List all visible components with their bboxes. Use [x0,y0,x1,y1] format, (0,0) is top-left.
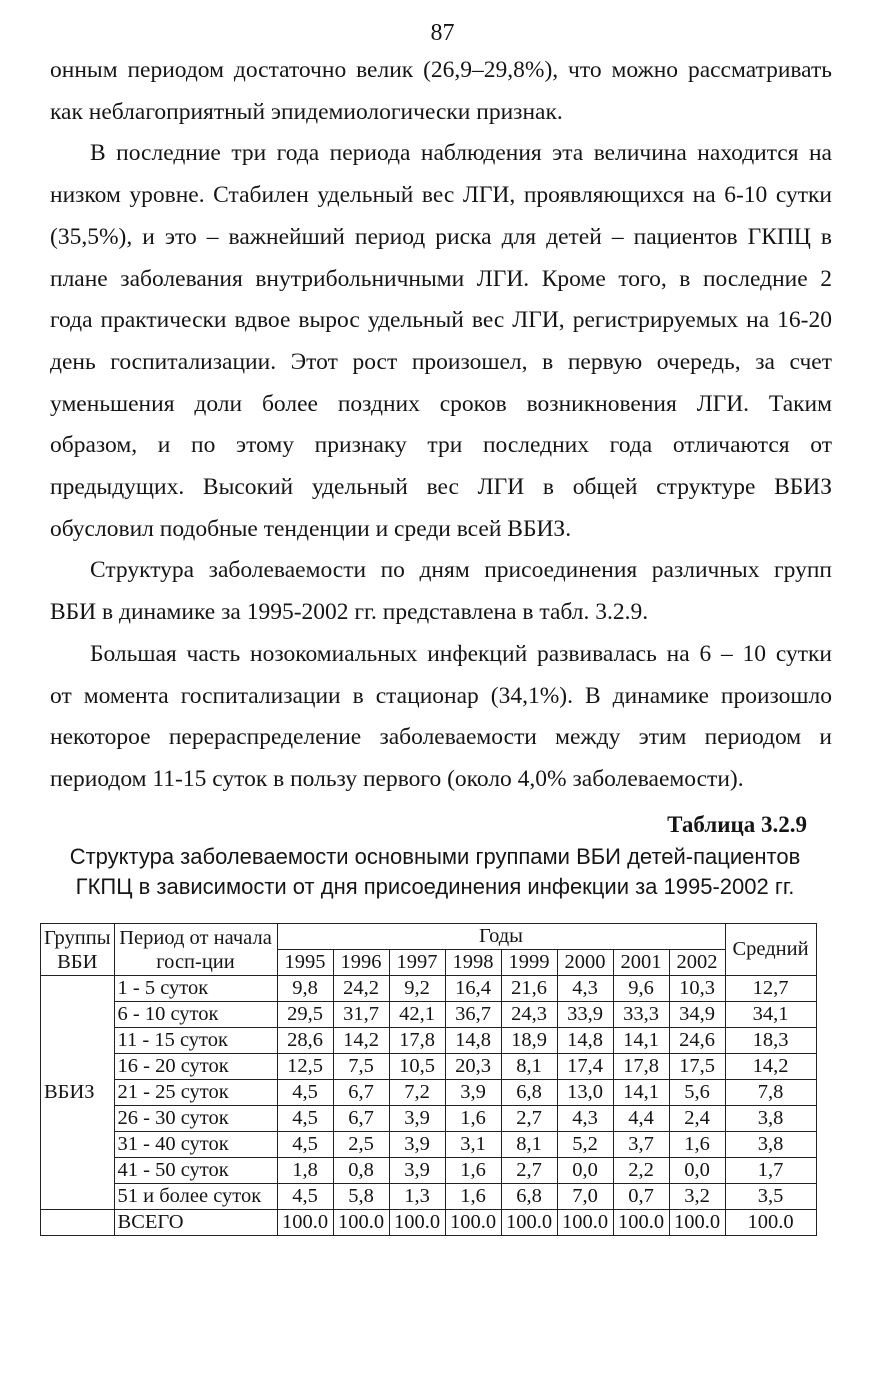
text-line: периодом 11-15 суток в пользу первого (около 4,0% заболеваемости). [50,765,744,792]
value-cell: 24,2 [333,976,389,1002]
value-cell: 7,2 [389,1080,445,1106]
period-cell: ВСЕГО [114,1210,277,1236]
text-line: плане заболевания внутрибольничными ЛГИ. Кроме того, в последние 2 [50,265,832,292]
value-cell: 100.0 [445,1210,501,1236]
table-caption [40,842,830,902]
value-cell: 42,1 [389,1002,445,1028]
value-cell: 24,6 [669,1028,725,1054]
value-cell: 17,4 [557,1054,613,1080]
value-cell: 0,0 [669,1158,725,1184]
table-row [41,1002,817,1028]
table-row [41,1028,817,1054]
value-cell: 10,3 [669,976,725,1002]
value-cell: 14,1 [613,1080,669,1106]
group-column-header: Группы ВБИ [41,924,115,976]
group-cell-empty [41,1210,115,1236]
value-cell: 6,7 [333,1106,389,1132]
year-header: 2002 [669,950,725,976]
value-cell: 1,6 [445,1158,501,1184]
text-line: обусловил подобные тенденции и среди всей ВБИЗ. [50,515,572,542]
period-column-header: Период от начала госп-ции [114,924,277,976]
value-cell: 3,9 [389,1132,445,1158]
table-row [41,1132,817,1158]
value-cell: 0,8 [333,1158,389,1184]
value-cell: 0,7 [613,1184,669,1210]
average-cell: 100.0 [725,1210,816,1236]
value-cell: 100.0 [557,1210,613,1236]
table-row [41,1054,817,1080]
data-table [40,923,817,1236]
value-cell: 14,1 [613,1028,669,1054]
value-cell: 5,6 [669,1080,725,1106]
value-cell: 9,2 [389,976,445,1002]
text-line: день госпитализации. Этот рост произошел, в первую очередь, за счет [50,348,832,375]
value-cell: 100.0 [501,1210,557,1236]
text-line: уменьшения доли более поздних сроков возникновения ЛГИ. Таким [50,390,832,417]
value-cell: 29,5 [277,1002,333,1028]
value-cell: 36,7 [445,1002,501,1028]
table-row [41,1080,817,1106]
text-line: (35,5%), и это – важнейший период риска для детей – пациентов ГКПЦ в [50,223,832,250]
value-cell: 20,3 [445,1054,501,1080]
value-cell: 3,9 [389,1106,445,1132]
average-cell: 3,8 [725,1132,816,1158]
year-header: 1998 [445,950,501,976]
table-row [41,1106,817,1132]
value-cell: 34,9 [669,1002,725,1028]
value-cell: 28,6 [277,1028,333,1054]
year-header: 2000 [557,950,613,976]
text-line: Большая часть нозокомиальных инфекций развивалась на 6 – 10 сутки [90,640,832,667]
average-cell: 1,7 [725,1158,816,1184]
value-cell: 7,0 [557,1184,613,1210]
value-cell: 24,3 [501,1002,557,1028]
average-cell: 18,3 [725,1028,816,1054]
table-row [41,1158,817,1184]
value-cell: 2,5 [333,1132,389,1158]
year-header: 2001 [613,950,669,976]
value-cell: 17,5 [669,1054,725,1080]
value-cell: 1,6 [445,1184,501,1210]
value-cell: 3,9 [445,1080,501,1106]
value-cell: 2,2 [613,1158,669,1184]
period-cell: 11 - 15 суток [114,1028,277,1054]
year-header: 1999 [501,950,557,976]
value-cell: 33,9 [557,1002,613,1028]
period-cell: 21 - 25 суток [114,1080,277,1106]
year-header: 1997 [389,950,445,976]
value-cell: 3,2 [669,1184,725,1210]
text-line: В последние три года периода наблюдения эта величина находится на [90,140,832,167]
text-line: года практически вдвое вырос удельный вес ЛГИ, регистрируемых на 16-20 [50,307,832,334]
average-cell: 7,8 [725,1080,816,1106]
value-cell: 9,8 [277,976,333,1002]
average-column-header: Средний [725,924,816,976]
value-cell: 0,0 [557,1158,613,1184]
table-label: Таблица 3.2.9 [667,812,807,837]
value-cell: 7,5 [333,1054,389,1080]
average-cell: 12,7 [725,976,816,1002]
value-cell: 3,1 [445,1132,501,1158]
value-cell: 13,0 [557,1080,613,1106]
value-cell: 17,8 [389,1028,445,1054]
text-line: предыдущих. Высокий удельный вес ЛГИ в общей структуре ВБИЗ [50,474,832,501]
value-cell: 1,6 [445,1106,501,1132]
average-cell: 3,5 [725,1184,816,1210]
value-cell: 4,5 [277,1080,333,1106]
value-cell: 14,2 [333,1028,389,1054]
average-cell: 14,2 [725,1054,816,1080]
value-cell: 1,8 [277,1158,333,1184]
value-cell: 5,2 [557,1132,613,1158]
text-line: Структура заболеваемости по дням присоединения различных групп [90,557,832,584]
period-cell: 26 - 30 суток [114,1106,277,1132]
value-cell: 6,8 [501,1184,557,1210]
value-cell: 5,8 [333,1184,389,1210]
value-cell: 100.0 [277,1210,333,1236]
period-cell: 31 - 40 суток [114,1132,277,1158]
value-cell: 8,1 [501,1054,557,1080]
text-line: низком уровне. Стабилен удельный вес ЛГИ, проявляющихся на 6-10 сутки [50,182,832,209]
caption-line: Структура заболеваемости основными группами ВБИ детей-пациентов [69,844,801,869]
text-line: от момента госпитализации в стационар (34,1%). В динамике произошло [50,682,832,709]
text-line: образом, и по этому признаку три последних года отличаются от [50,432,832,459]
value-cell: 31,7 [333,1002,389,1028]
year-header: 1996 [333,950,389,976]
years-group-header: Годы [277,924,725,950]
value-cell: 4,5 [277,1106,333,1132]
average-cell: 3,8 [725,1106,816,1132]
value-cell: 4,3 [557,976,613,1002]
value-cell: 18,9 [501,1028,557,1054]
average-cell: 34,1 [725,1002,816,1028]
value-cell: 33,3 [613,1002,669,1028]
value-cell: 16,4 [445,976,501,1002]
text-line: как неблагоприятный эпидемиологически признак. [50,98,563,125]
text-line: ВБИ в динамике за 1995-2002 гг. представлена в табл. 3.2.9. [50,599,649,626]
table-header-row [41,924,817,950]
value-cell: 100.0 [613,1210,669,1236]
value-cell: 4,5 [277,1184,333,1210]
value-cell: 14,8 [445,1028,501,1054]
value-cell: 4,4 [613,1106,669,1132]
page-number: 87 [430,20,455,46]
group-cell: ВБИЗ [41,976,115,1210]
value-cell: 100.0 [389,1210,445,1236]
value-cell: 4,5 [277,1132,333,1158]
text-line: некоторое перераспределение заболеваемости между этим периодом и [50,724,832,751]
value-cell: 1,6 [669,1132,725,1158]
value-cell: 100.0 [333,1210,389,1236]
value-cell: 6,8 [501,1080,557,1106]
value-cell: 4,3 [557,1106,613,1132]
value-cell: 2,4 [669,1106,725,1132]
year-header: 1995 [277,950,333,976]
value-cell: 12,5 [277,1054,333,1080]
period-cell: 51 и более суток [114,1184,277,1210]
period-cell: 1 - 5 суток [114,976,277,1002]
body-text [50,50,832,801]
value-cell: 2,7 [501,1106,557,1132]
value-cell: 9,6 [613,976,669,1002]
value-cell: 3,7 [613,1132,669,1158]
value-cell: 100.0 [669,1210,725,1236]
table-row [41,1184,817,1210]
value-cell: 21,6 [501,976,557,1002]
value-cell: 1,3 [389,1184,445,1210]
table-row [41,976,817,1002]
value-cell: 6,7 [333,1080,389,1106]
caption-line: ГКПЦ в зависимости от дня присоединения инфекции за 1995-2002 гг. [75,874,795,899]
value-cell: 17,8 [613,1054,669,1080]
period-cell: 16 - 20 суток [114,1054,277,1080]
table-row [41,1210,817,1236]
value-cell: 8,1 [501,1132,557,1158]
value-cell: 2,7 [501,1158,557,1184]
value-cell: 14,8 [557,1028,613,1054]
value-cell: 3,9 [389,1158,445,1184]
value-cell: 10,5 [389,1054,445,1080]
text-line: онным периодом достаточно велик (26,9–29,8%), что можно рассматривать [50,57,832,83]
period-cell: 41 - 50 суток [114,1158,277,1184]
period-cell: 6 - 10 суток [114,1002,277,1028]
